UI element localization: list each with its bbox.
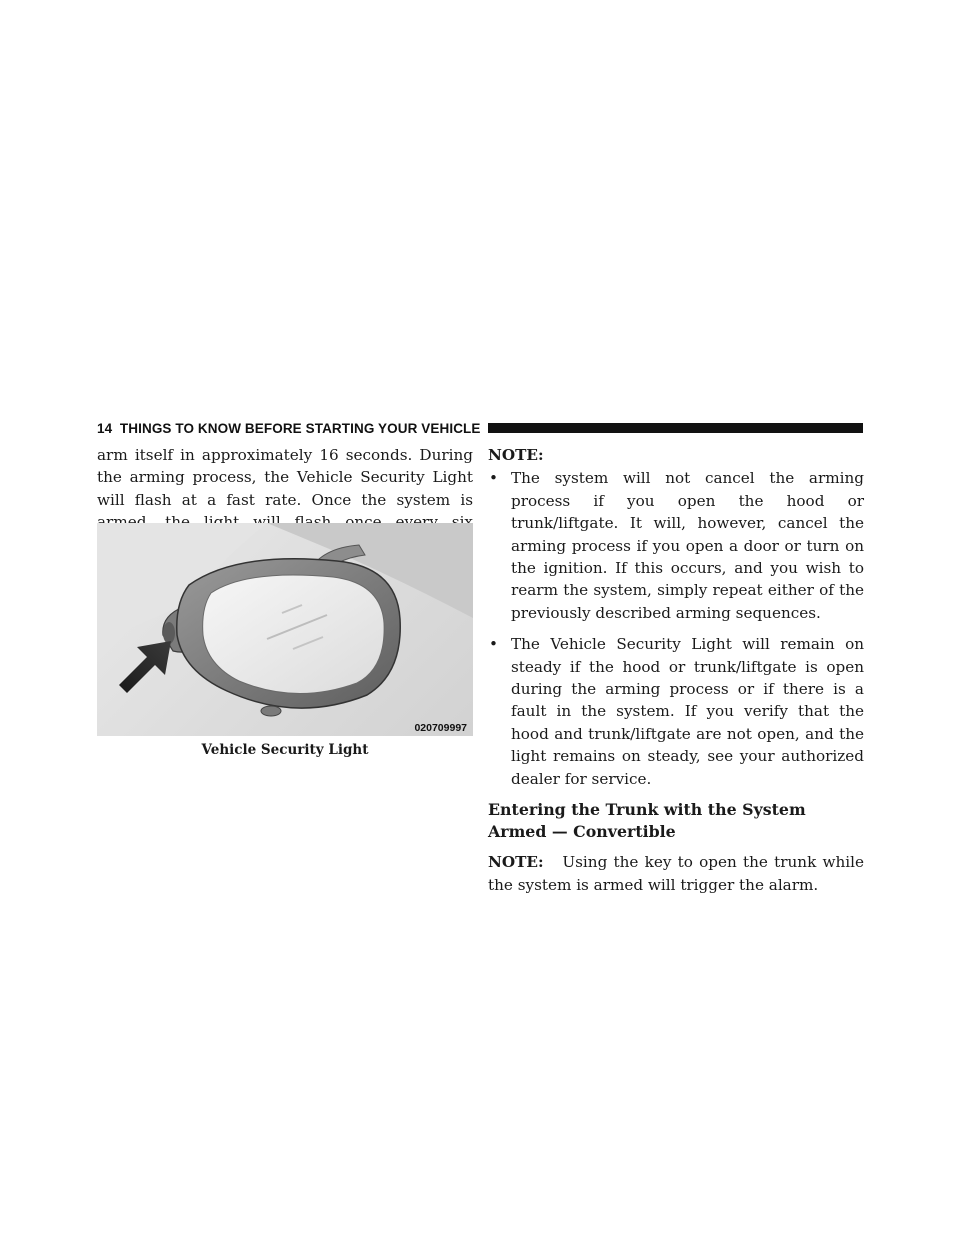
note-label-2: NOTE: bbox=[488, 853, 544, 872]
page-number: 14 bbox=[97, 420, 113, 436]
bullet-text: The system will not cancel the arming process if you open the hood or trunk/liftgate. It will, however, cancel the arming process if you open a door or turn on the ignition. If this occurs, and you wish to rearm the system, simply repeat either of the previously described arming sequences. bbox=[511, 469, 864, 622]
right-column bbox=[488, 444, 864, 896]
rearview-mirror-illustration bbox=[97, 523, 473, 736]
body-paragraph: arm itself in approximately 16 seconds. During the arming process, the Vehicle Security Light will flash at a fast rate. Once the system is bbox=[97, 446, 473, 509]
bullet-glyph: • bbox=[489, 635, 498, 654]
list-item bbox=[488, 633, 864, 790]
vehicle-security-light-figure bbox=[97, 523, 473, 736]
figure-caption: Vehicle Security Light bbox=[201, 742, 369, 758]
figure-code: 020709997 bbox=[414, 722, 467, 734]
bullet-glyph: • bbox=[489, 469, 498, 488]
note-bullet-list bbox=[488, 467, 864, 790]
page-header bbox=[97, 417, 863, 439]
running-header bbox=[97, 421, 481, 436]
note-text: Using the key to open the trunk while the system is armed will trigger the alarm. bbox=[488, 853, 865, 894]
pointer-arrow bbox=[119, 641, 171, 693]
section-title: Entering the Trunk with the System Armed — Convertible bbox=[488, 800, 806, 842]
list-item bbox=[488, 467, 864, 624]
note-label: NOTE: bbox=[488, 446, 544, 464]
header-rule bbox=[488, 423, 864, 433]
chapter-title: THINGS TO KNOW BEFORE STARTING YOUR VEHICLE bbox=[119, 420, 481, 436]
note-paragraph bbox=[488, 851, 864, 896]
bullet-text: The Vehicle Security Light will remain on steady if the hood or trunk/liftgate is open during the arming process or if there is a fault in the system. If you verify that the hood and trunk/liftgate are not open, and the light remains on steady, see your authorized dealer for service. bbox=[511, 635, 864, 788]
